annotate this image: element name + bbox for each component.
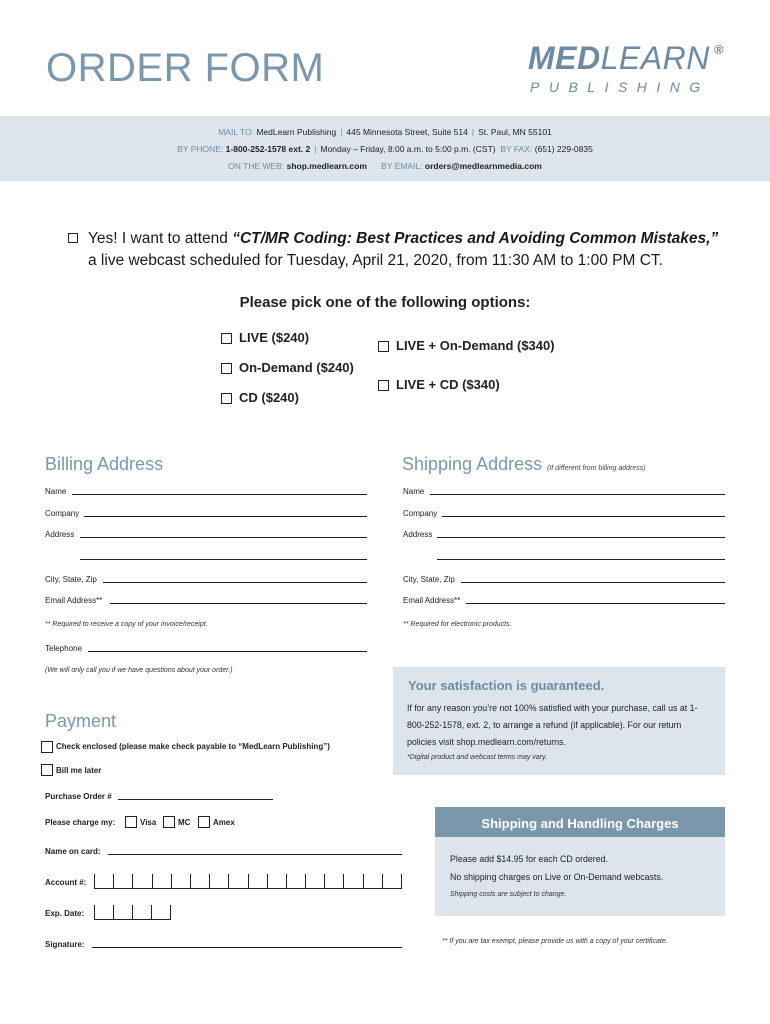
acct-tick [228, 874, 229, 888]
acct-tick [343, 874, 344, 888]
satisfaction-note: *Digital product and webcast terms may vary. [407, 754, 547, 761]
shipping-address-field-2[interactable] [437, 559, 725, 560]
payment-heading: Payment [45, 711, 117, 731]
acct-tick [286, 874, 287, 888]
billing-email-note: ** Required to receive a copy of your invoice/receipt. [45, 621, 208, 628]
shipping-address-label: Address [403, 530, 433, 539]
amex-checkbox[interactable] [198, 816, 210, 828]
contact-band [0, 116, 770, 181]
email-label: BY EMAIL: [381, 161, 423, 171]
satisfaction-title: Your satisfaction is guaranteed. [408, 678, 605, 693]
shipping-heading [402, 454, 646, 475]
web-line [0, 161, 770, 171]
acct-tick [382, 874, 383, 888]
exp-tick [94, 905, 95, 919]
mc-label: MC [178, 818, 191, 827]
shipping-name-field[interactable] [430, 494, 725, 495]
billing-company-label: Company [45, 509, 80, 518]
option-live-on-demand-checkbox[interactable] [378, 341, 389, 352]
acct-tick [171, 874, 172, 888]
option-on-demand[interactable] [221, 360, 354, 375]
billing-city-label: City, State, Zip [45, 575, 97, 584]
acct-tick [94, 874, 95, 888]
acct-tick [132, 874, 133, 888]
shipping-email-label: Email Address** [403, 596, 461, 605]
option-live-cd-checkbox[interactable] [378, 380, 389, 391]
shipping-heading-note: (If different from billing address) [547, 465, 646, 472]
attend-checkbox[interactable] [68, 233, 78, 243]
check-enclosed-checkbox[interactable] [41, 741, 53, 753]
shipping-heading-text: Shipping Address [402, 454, 543, 474]
shipping-charges-line1: Please add $14.95 for each CD ordered. [450, 854, 608, 864]
exp-tick [113, 905, 114, 919]
shipping-city-field[interactable] [461, 582, 725, 583]
mail-label: MAIL TO: [218, 127, 254, 137]
fax-label: BY FAX: [500, 144, 533, 154]
logo-subtitle: PUBLISHING [530, 79, 710, 95]
account-field[interactable] [94, 874, 402, 889]
shipping-address-field[interactable] [437, 537, 725, 538]
option-on-demand-label: On-Demand ($240) [239, 360, 354, 375]
exp-tick [151, 905, 152, 919]
option-live-on-demand-label: LIVE + On-Demand ($340) [396, 338, 555, 353]
billing-name-field[interactable] [72, 494, 367, 495]
mail-line: MAIL TO: MedLearn Publishing | 445 Minnesota Street, Suite 514 | St. Paul, MN 55101 [218, 127, 552, 137]
bill-later-label: Bill me later [56, 766, 102, 775]
shipping-charges-text [450, 850, 715, 904]
option-live-cd-label: LIVE + CD ($340) [396, 377, 500, 392]
email-value[interactable]: orders@medlearnmedia.com [424, 161, 542, 171]
event-line2: a live webcast scheduled for Tuesday, April 21, 2020, from 11:30 AM to 1:00 PM CT. [88, 252, 663, 269]
phone-label: BY PHONE: [177, 144, 224, 154]
check-enclosed-label: Check enclosed (please make check payable to “MedLearn Publishing”) [56, 742, 330, 751]
bill-later-checkbox[interactable] [41, 764, 53, 776]
po-label: Purchase Order # [45, 792, 112, 801]
name-on-card-field[interactable] [108, 854, 402, 855]
option-on-demand-checkbox[interactable] [221, 363, 232, 374]
mail-city: St. Paul, MN 55101 [478, 127, 552, 137]
exp-label: Exp. Date: [45, 909, 85, 918]
satisfaction-text: If for any reason you’re not 100% satisfied with your purchase, call us at 1-800-252-1578, ext. 2, to arrange a refund (if applicable). For our return policies visit shop.medlearn.com/returns. [407, 703, 698, 747]
shipping-charges-note: Shipping costs are subject to change. [450, 891, 567, 898]
shipping-name-label: Name [403, 487, 425, 496]
visa-label: Visa [140, 818, 157, 827]
acct-tick [267, 874, 268, 888]
logo-light: LEARN [600, 40, 710, 76]
event-text [88, 228, 718, 272]
po-field[interactable] [118, 799, 273, 800]
billing-address-field-2[interactable] [80, 559, 367, 560]
shipping-email-field[interactable] [466, 603, 725, 604]
billing-address-label: Address [45, 530, 75, 539]
billing-heading: Billing Address [45, 454, 164, 474]
account-label: Account #: [45, 878, 87, 887]
billing-company-field[interactable] [84, 516, 367, 517]
page-title: ORDER FORM [46, 46, 325, 90]
option-live-label: LIVE ($240) [239, 330, 310, 345]
phone-hours: Monday – Friday, 8:00 a.m. to 5:00 p.m. (CST) [320, 144, 496, 154]
shipping-charges-line2: No shipping charges on Live or On-Demand webcasts. [450, 872, 664, 882]
option-cd-checkbox[interactable] [221, 393, 232, 404]
shipping-city-label: City, State, Zip [403, 575, 455, 584]
shipping-email-note: ** Required for electronic products. [403, 621, 512, 628]
shipping-company-field[interactable] [442, 516, 725, 517]
acct-tick [363, 874, 364, 888]
acct-tick [190, 874, 191, 888]
logo [528, 40, 710, 77]
billing-telephone-label: Telephone [45, 644, 82, 653]
acct-tick [209, 874, 210, 888]
amex-label: Amex [213, 818, 235, 827]
billing-city-field[interactable] [103, 582, 367, 583]
acct-tick [113, 874, 114, 888]
exp-tick [132, 905, 133, 919]
billing-email-label: Email Address** [45, 596, 103, 605]
signature-label: Signature: [45, 940, 85, 949]
phone-number: 1-800-252-1578 ext. 2 [225, 144, 311, 154]
fax-number: (651) 229-0835 [534, 144, 593, 154]
acct-tick [305, 874, 306, 888]
tax-exempt-note: ** If you are tax exempt, please provide us with a copy of your certificate. [442, 938, 668, 945]
option-live-on-demand[interactable] [378, 338, 555, 353]
event-course: “CT/MR Coding: Best Practices and Avoiding Common Mistakes,” [232, 230, 719, 247]
billing-phone-note: (We will only call you if we have questions about your order.) [45, 667, 233, 674]
acct-tick [401, 874, 402, 888]
phone-line: BY PHONE: 1-800-252-1578 ext. 2 | Monday – Friday, 8:00 a.m. to 5:00 p.m. (CST) BY FAX: (651) 229-0835 [177, 144, 593, 154]
acct-tick [248, 874, 249, 888]
billing-email-field[interactable] [110, 603, 367, 604]
acct-tick [324, 874, 325, 888]
charge-label: Please charge my: [45, 818, 116, 827]
mail-street: 445 Minnesota Street, Suite 514 [346, 127, 468, 137]
web-label: ON THE WEB: [228, 161, 285, 171]
options-heading: Please pick one of the following options: [239, 294, 531, 311]
shipping-company-label: Company [403, 509, 438, 518]
name-on-card-label: Name on card: [45, 847, 101, 856]
billing-telephone-field[interactable] [88, 651, 367, 652]
billing-address-field[interactable] [80, 537, 367, 538]
mc-checkbox[interactable] [163, 816, 175, 828]
option-live[interactable] [221, 330, 309, 345]
mail-name: MedLearn Publishing [256, 127, 337, 137]
logo-registered: ® [714, 42, 724, 57]
visa-checkbox[interactable] [125, 816, 137, 828]
event-prefix: Yes! I want to attend [88, 230, 233, 247]
option-cd-label: CD ($240) [239, 390, 299, 405]
acct-tick [152, 874, 153, 888]
exp-field[interactable] [94, 905, 171, 920]
option-live-cd[interactable] [378, 377, 500, 392]
signature-field[interactable] [92, 947, 402, 948]
shipping-charges-heading: Shipping and Handling Charges [435, 807, 725, 837]
logo-bold: MED [528, 40, 601, 76]
option-live-checkbox[interactable] [221, 333, 232, 344]
exp-tick [170, 905, 171, 919]
option-cd[interactable] [221, 390, 299, 405]
billing-name-label: Name [45, 487, 67, 496]
web-value[interactable]: shop.medlearn.com [286, 161, 367, 171]
